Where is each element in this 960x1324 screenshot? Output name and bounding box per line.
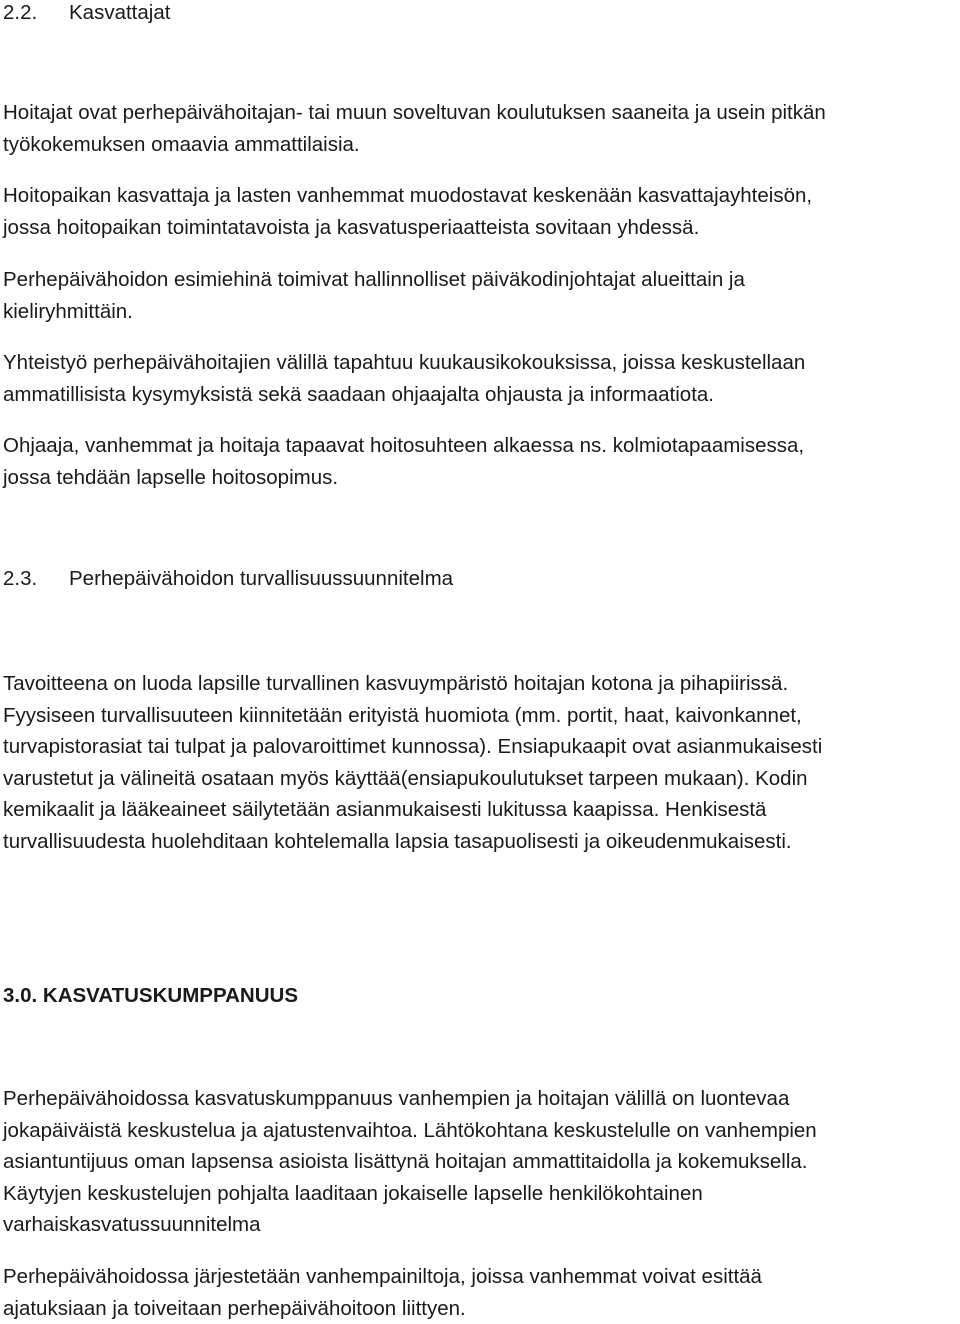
text-line: jossa hoitopaikan toimintatavoista ja kasvatusperiaatteista sovitaan yhdessä. [3, 212, 955, 244]
text-line: Ohjaaja, vanhemmat ja hoitaja tapaavat hoitosuhteen alkaessa ns. kolmiotapaamisessa, [3, 430, 955, 462]
text-line: Perhepäivähoidon esimiehinä toimivat hallinnolliset päiväkodinjohtajat alueittain ja [3, 264, 955, 296]
paragraph-hoitajat [3, 97, 955, 161]
text-line: Yhteistyö perhepäivähoitajien välillä tapahtuu kuukausikokouksissa, joissa keskustellaan [3, 347, 955, 379]
text-line: varustetut ja välineitä osataan myös käyttää(ensiapukoulutukset tarpeen mukaan). Kodin [3, 763, 955, 795]
text-line: jokapäiväistä keskustelua ja ajatustenvaihtoa. Lähtökohtana keskustelulle on vanhempien [3, 1115, 955, 1147]
text-line: varhaiskasvatussuunnitelma [3, 1209, 955, 1241]
text-line: Perhepäivähoidossa kasvatuskumppanuus vanhempien ja hoitajan välillä on luontevaa [3, 1083, 955, 1115]
text-line: turvallisuudesta huolehditaan kohtelemalla lapsia tasapuolisesti ja oikeudenmukaisesti. [3, 826, 955, 858]
section-heading-2-2 [3, 0, 955, 29]
text-line: jossa tehdään lapselle hoitosopimus. [3, 462, 955, 494]
section-heading-2-3 [3, 563, 955, 595]
paragraph-kasvatuskumppanuus [3, 1083, 955, 1241]
text-line: kieliryhmittäin. [3, 296, 955, 328]
text-line: työkokemuksen omaavia ammattilaisia. [3, 129, 955, 161]
text-line: turvapistorasiat tai tulpat ja palovaroittimet kunnossa). Ensiapukaapit ovat asianmukaisesti [3, 731, 955, 763]
paragraph-vanhempainillat [3, 1261, 955, 1324]
paragraph-esimiehet [3, 264, 955, 328]
paragraph-yhteistyo [3, 347, 955, 411]
text-line: Fyysiseen turvallisuuteen kiinnitetään erityistä huomiota (mm. portit, haat, kaivonkannet, [3, 700, 955, 732]
section-title: Kasvattajat [69, 1, 170, 24]
text-line: Hoitopaikan kasvattaja ja lasten vanhemmat muodostavat keskenään kasvattajayhteisön, [3, 180, 955, 212]
text-line: asiantuntijuus oman lapsensa asioista lisättynä hoitajan ammattitaidolla ja kokemuksella. [3, 1146, 955, 1178]
text-line: ajatuksiaan ja toiveitaan perhepäivähoitoon liittyen. [3, 1293, 955, 1324]
section-number: 2.2. [3, 0, 69, 29]
text-line: Hoitajat ovat perhepäivähoitajan- tai muun soveltuvan koulutuksen saaneita ja usein pitkän [3, 97, 955, 129]
section-number: 2.3. [3, 563, 69, 595]
text-line: Perhepäivähoidossa järjestetään vanhempainiltoja, joissa vanhemmat voivat esittää [3, 1261, 955, 1293]
text-line: Käytyjen keskustelujen pohjalta laaditaan jokaiselle lapselle henkilökohtainen [3, 1178, 955, 1210]
paragraph-ohjaaja [3, 430, 955, 494]
text-line: ammatillisista kysymyksistä sekä saadaan ohjaajalta ohjausta ja informaatiota. [3, 379, 955, 411]
section-heading-3-0: 3.0. KASVATUSKUMPPANUUS [3, 980, 955, 1012]
text-line: kemikaalit ja lääkeaineet säilytetään asianmukaisesti lukitussa kaapissa. Henkisestä [3, 794, 955, 826]
paragraph-turvallisuus [3, 668, 955, 857]
text-line: Tavoitteena on luoda lapsille turvallinen kasvuympäristö hoitajan kotona ja pihapiirissä. [3, 668, 955, 700]
paragraph-hoitopaikan [3, 180, 955, 244]
section-title: Perhepäivähoidon turvallisuussuunnitelma [69, 567, 453, 590]
